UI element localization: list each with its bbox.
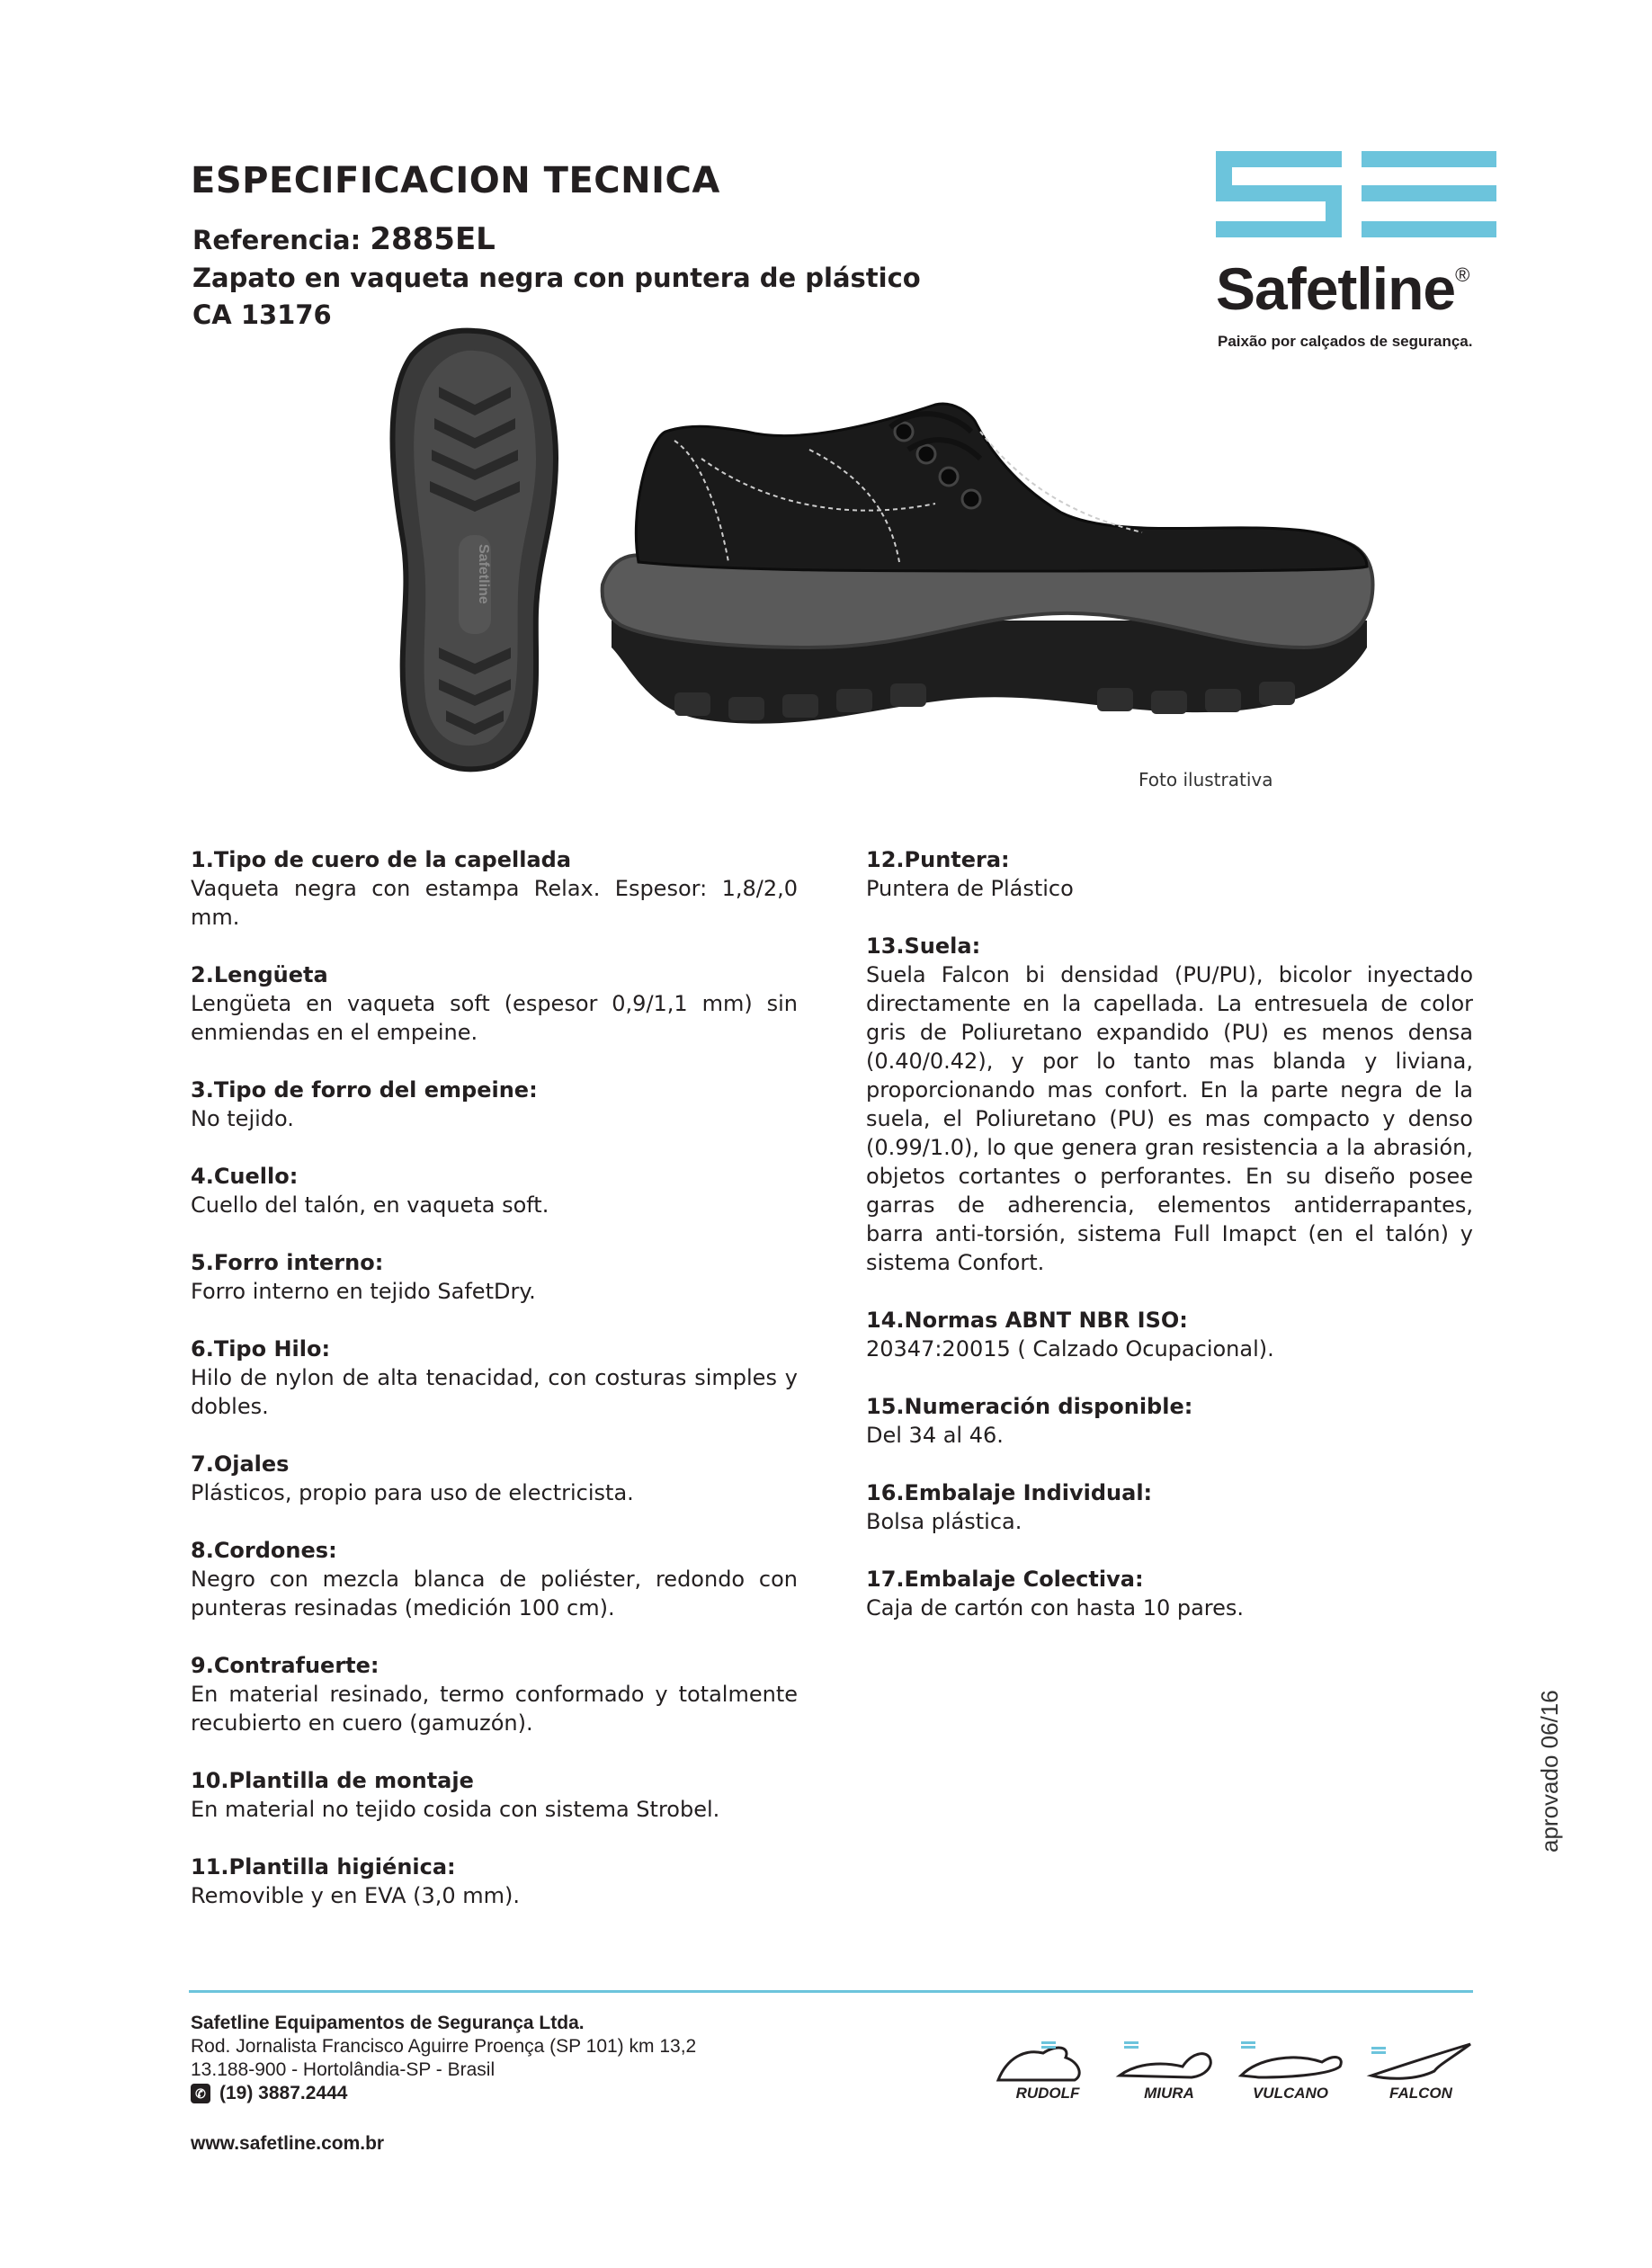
- spec-title: 7.Ojales: [191, 1451, 290, 1477]
- page-title: ESPECIFICACION TECNICA: [191, 160, 720, 201]
- safetline-logo-mark: [1216, 151, 1496, 237]
- spec-title: 8.Cordones:: [191, 1538, 337, 1563]
- spec-text: Cuello del talón, en vaqueta soft.: [191, 1192, 549, 1218]
- falcon-icon: [1353, 2040, 1488, 2085]
- spec-item: [866, 932, 1473, 1277]
- spec-item: [191, 1076, 798, 1133]
- spec-title: 14.Normas ABNT NBR ISO:: [866, 1308, 1188, 1333]
- approval-stamp: aprovado 06/16: [1536, 1690, 1563, 1853]
- spec-item: [191, 1651, 798, 1737]
- spec-text: Bolsa plástica.: [866, 1509, 1022, 1534]
- brand-logo-falcon: FALCON: [1353, 2040, 1488, 2103]
- spec-title: 6.Tipo Hilo:: [191, 1336, 331, 1362]
- spec-item: [866, 845, 1473, 903]
- website-link[interactable]: www.safetline.com.br: [191, 2133, 385, 2154]
- spec-title: 10.Plantilla de montaje: [191, 1768, 474, 1793]
- spec-item: [191, 845, 798, 932]
- address-line-1: Rod. Jornalista Francisco Aguirre Proença (SP 101) km 13,2: [191, 2036, 697, 2057]
- reference-label: Referencia:: [192, 225, 362, 255]
- brand-logo-rudolf: RUDOLF: [980, 2040, 1115, 2103]
- spec-title: 11.Plantilla higiénica:: [191, 1854, 456, 1880]
- address-line-2: 13.188-900 - Hortolândia-SP - Brasil: [191, 2059, 496, 2080]
- spec-item: [191, 1450, 798, 1507]
- reference-value: 2885EL: [370, 221, 496, 257]
- spec-title: 13.Suela:: [866, 933, 981, 959]
- spec-text: Del 34 al 46.: [866, 1423, 1004, 1448]
- spec-title: 12.Puntera:: [866, 847, 1010, 872]
- spec-text: 20347:20015 ( Calzado Ocupacional).: [866, 1336, 1274, 1362]
- phone: ✆ (19) 3887.2444: [191, 2083, 347, 2104]
- spec-title: 3.Tipo de forro del empeine:: [191, 1077, 538, 1103]
- sole-brand-text: Safetline: [476, 544, 491, 604]
- specs-left-column: [191, 845, 798, 1939]
- spec-item: [191, 1853, 798, 1910]
- spec-title: 16.Embalaje Individual:: [866, 1480, 1153, 1505]
- spec-text: Caja de cartón con hasta 10 pares.: [866, 1595, 1245, 1621]
- miura-icon: [1102, 2040, 1237, 2085]
- spec-item: [191, 960, 798, 1047]
- footer-divider: [189, 1990, 1473, 1993]
- brand-tagline: Paixão por calçados de segurança.: [1218, 333, 1473, 350]
- phone-icon: ✆: [191, 2084, 210, 2103]
- spec-item: [866, 1306, 1473, 1363]
- company-name: Safetline Equipamentos de Segurança Ltda.: [191, 2013, 585, 2033]
- spec-title: 1.Tipo de cuero de la capellada: [191, 847, 572, 872]
- shoe-side-image: [594, 378, 1385, 737]
- ca-number: CA 13176: [192, 299, 332, 330]
- spec-text: Lengüeta en vaqueta soft (espesor 0,9/1,1 mm) sin enmiendas en el empeine.: [191, 991, 798, 1045]
- spec-text: Suela Falcon bi densidad (PU/PU), bicolor inyectado directamente en la capellada. La entresuela de color gris de Poliuretano expandido (PU) es menos densa (0.40/0.42), y por lo tanto mas blanda y liviana, proporcionando mas confort. En la parte negra de la suela, el Poliuretano (PU) es mas compacto y denso (0.99/1.0), lo que genera gran resistencia a la abrasión, objetos cortantes o perforantes. En su diseño posee garras de adherencia, elementos antiderrapantes, barra anti-torsión, sistema Full Imapct (en el talón) y sistema Confort.: [866, 962, 1473, 1275]
- spec-title: 9.Contrafuerte:: [191, 1653, 380, 1678]
- spec-text: Removible y en EVA (3,0 mm).: [191, 1883, 521, 1908]
- spec-text: Vaqueta negra con estampa Relax. Espesor: 1,8/2,0 mm.: [191, 876, 798, 930]
- photo-caption: Foto ilustrativa: [1139, 769, 1273, 790]
- spec-text: Hilo de nylon de alta tenacidad, con costuras simples y dobles.: [191, 1365, 798, 1419]
- spec-title: 5.Forro interno:: [191, 1250, 384, 1275]
- vulcano-icon: [1223, 2040, 1358, 2085]
- spec-item: [191, 1248, 798, 1306]
- spec-item: [866, 1478, 1473, 1536]
- spec-text: Plásticos, propio para uso de electricista.: [191, 1480, 634, 1505]
- spec-text: Puntera de Plástico: [866, 876, 1074, 901]
- spec-title: 2.Lengüeta: [191, 962, 328, 987]
- spec-item: [191, 1162, 798, 1219]
- brand-logo-miura: MIURA: [1102, 2040, 1237, 2103]
- spec-item: [191, 1766, 798, 1824]
- spec-text: En material resinado, termo conformado y totalmente recubierto en cuero (gamuzón).: [191, 1682, 798, 1736]
- spec-item: [191, 1335, 798, 1421]
- spec-item: [866, 1565, 1473, 1622]
- product-description: Zapato en vaqueta negra con puntera de plástico: [192, 263, 921, 293]
- spec-text: En material no tejido cosida con sistema Strobel.: [191, 1797, 720, 1822]
- spec-title: 15.Numeración disponible:: [866, 1394, 1193, 1419]
- reference: [192, 221, 496, 257]
- spec-title: 17.Embalaje Colectiva:: [866, 1567, 1144, 1592]
- brand-logo-vulcano: VULCANO: [1223, 2040, 1358, 2103]
- spec-text: Forro interno en tejido SafetDry.: [191, 1279, 536, 1304]
- spec-item: [866, 1392, 1473, 1450]
- brand-name: Safetline®: [1216, 255, 1469, 322]
- rudolf-icon: [980, 2040, 1115, 2085]
- spec-title: 4.Cuello:: [191, 1164, 299, 1189]
- spec-text: Negro con mezcla blanca de poliéster, redondo con punteras resinadas (medición 100 cm).: [191, 1567, 798, 1621]
- shoe-sole-image: [376, 324, 565, 773]
- specs-right-column: [866, 845, 1473, 1651]
- spec-item: [191, 1536, 798, 1622]
- spec-text: No tejido.: [191, 1106, 294, 1131]
